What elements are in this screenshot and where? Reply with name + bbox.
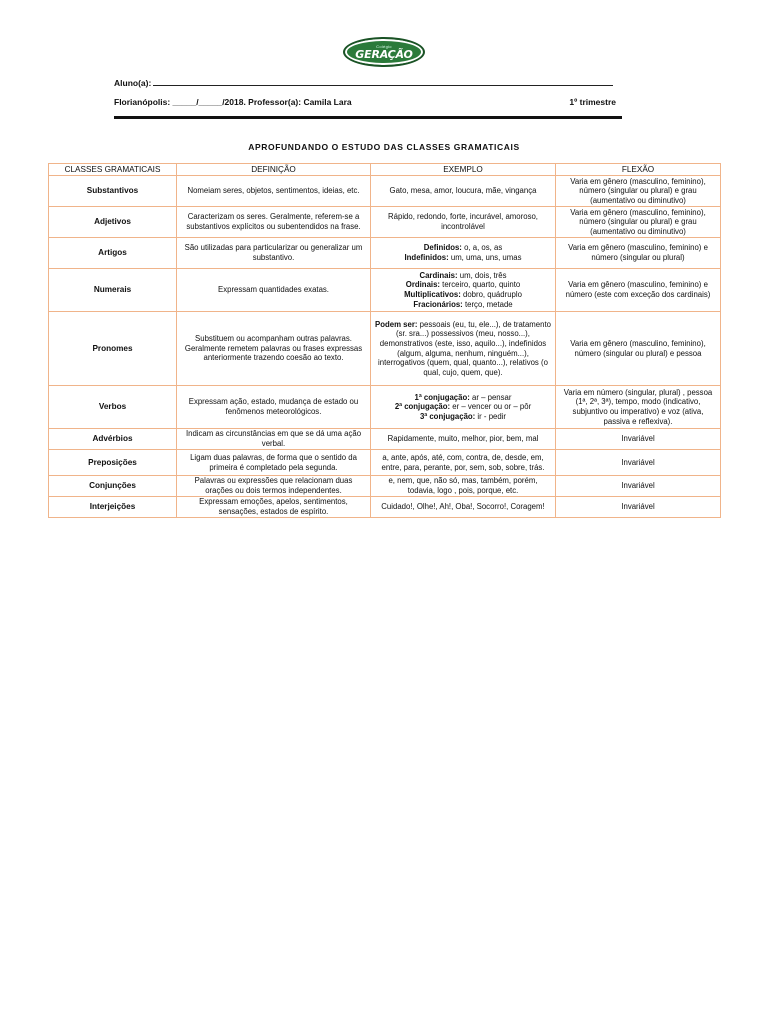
table-row xyxy=(49,429,721,450)
class-name-cell: Artigos xyxy=(49,238,177,269)
example-text: a, ante, após, até, com, contra, de, desde, em, entre, para, perante, por, sem, sob, sobre, trás. xyxy=(381,452,545,472)
example-label: Cardinais: xyxy=(419,270,458,280)
example-text: pessoais (eu, tu, ele...), de tratamento (sr. sra...) possessivos (meu, nosso...), demonstrativos (este, isso, aquilo...), indefinidos (algum, alguma, nenhum, ninguém...), interrogativos (quem, qual, quanto...), relativos (o qual, cujo, quem, que). xyxy=(378,319,551,377)
example-text: terceiro, quarto, quinto xyxy=(440,280,521,290)
inflection-cell: Varia em número (singular, plural) , pessoa (1ª, 2ª, 3ª), tempo, modo (indicativo, subjuntivo ou imperativo) e voz (ativa, passiva e reflexiva). xyxy=(556,386,721,429)
example-label: 2ª conjugação: xyxy=(394,402,451,412)
student-name-blank[interactable] xyxy=(153,77,613,86)
table-row xyxy=(49,269,721,312)
inflection-cell: Invariável xyxy=(556,497,721,518)
table-row xyxy=(49,312,721,386)
definition-cell: Caracterizam os seres. Geralmente, referem-se a substantivos explícitos ou subentendidos na frase. xyxy=(177,207,371,238)
column-header: CLASSES GRAMATICAIS xyxy=(49,164,177,176)
example-label: Definidos: xyxy=(423,243,462,253)
definition-cell: Nomeiam seres, objetos, sentimentos, ideias, etc. xyxy=(177,176,371,207)
table-row xyxy=(49,497,721,518)
inflection-cell: Varia em gênero (masculino, feminino) e número (este com exceção dos cardinais) xyxy=(556,269,721,312)
example-line xyxy=(374,393,552,403)
definition-cell: Indicam as circunstâncias em que se dá uma ação verbal. xyxy=(177,429,371,450)
example-text: um, dois, três xyxy=(457,270,507,280)
trimester-label: 1º trimestre xyxy=(569,97,616,107)
example-line xyxy=(374,243,552,253)
example-cell xyxy=(371,312,556,386)
worksheet-title: APROFUNDANDO O ESTUDO DAS CLASSES GRAMATICAIS xyxy=(248,142,520,152)
inflection-cell: Invariável xyxy=(556,450,721,476)
example-text: um, uma, uns, umas xyxy=(448,253,522,262)
class-name-cell: Substantivos xyxy=(49,176,177,207)
example-line xyxy=(374,412,552,422)
example-text: Rápido, redondo, forte, incurável, amoroso, incontrolável xyxy=(388,212,538,231)
definition-cell: Expressam emoções, apelos, sentimentos, sensações, estados de espírito. xyxy=(177,497,371,518)
definition-cell: Substituem ou acompanham outras palavras. Geralmente remetem palavras ou frases expressas anteriormente trazendo coesão ao texto. xyxy=(177,312,371,386)
inflection-cell: Varia em gênero (masculino, feminino), número (singular ou plural) e grau (aumentativo ou diminutivo) xyxy=(556,176,721,207)
table-row xyxy=(49,476,721,497)
example-label: Ordinais: xyxy=(405,280,441,290)
class-name-cell: Adjetivos xyxy=(49,207,177,238)
table-row xyxy=(49,176,721,207)
example-text: dobro, quádruplo xyxy=(460,290,522,299)
table-header-row xyxy=(49,164,721,176)
definition-cell: Palavras ou expressões que relacionam duas orações ou dois termos independentes. xyxy=(177,476,371,497)
column-header: EXEMPLO xyxy=(371,164,556,176)
example-label: Podem ser: xyxy=(375,319,418,329)
example-cell xyxy=(371,238,556,269)
grammar-classes-table xyxy=(48,163,721,518)
student-label: Aluno(a): xyxy=(114,78,152,88)
example-text: o, a, os, as xyxy=(461,243,503,253)
example-text: ir - pedir xyxy=(475,411,507,421)
example-text: terço, metade xyxy=(462,299,513,309)
class-name-cell: Preposições xyxy=(49,450,177,476)
example-cell xyxy=(371,497,556,518)
example-line xyxy=(374,320,552,378)
column-header: DEFINIÇÃO xyxy=(177,164,371,176)
class-name-cell: Advérbios xyxy=(49,429,177,450)
example-cell xyxy=(371,207,556,238)
definition-cell: São utilizadas para particularizar ou generalizar um substantivo. xyxy=(177,238,371,269)
definition-cell: Ligam duas palavras, de forma que o sentido da primeira é completado pela segunda. xyxy=(177,450,371,476)
example-line xyxy=(374,402,552,412)
example-cell xyxy=(371,386,556,429)
example-cell xyxy=(371,450,556,476)
table-row xyxy=(49,207,721,238)
school-logo xyxy=(343,37,425,67)
class-name-cell: Numerais xyxy=(49,269,177,312)
example-line xyxy=(374,253,552,263)
inflection-cell: Varia em gênero (masculino, feminino) e número (singular ou plural) xyxy=(556,238,721,269)
example-line xyxy=(374,271,552,281)
inflection-cell: Varia em gênero (masculino, feminino), número (singular ou plural) e pessoa xyxy=(556,312,721,386)
logo-name: GERAÇÃO xyxy=(355,47,413,61)
class-name-cell: Interjeições xyxy=(49,497,177,518)
class-name-cell: Conjunções xyxy=(49,476,177,497)
header-divider xyxy=(114,116,622,119)
logo-small-text: Colégio xyxy=(376,43,392,49)
definition-cell: Expressam quantidades exatas. xyxy=(177,269,371,312)
class-name-cell: Verbos xyxy=(49,386,177,429)
example-label: 3ª conjugação: xyxy=(419,411,476,421)
column-header: FLEXÃO xyxy=(556,164,721,176)
example-text: Rapidamente, muito, melhor, pior, bem, mal xyxy=(387,434,539,444)
inflection-cell: Invariável xyxy=(556,429,721,450)
example-cell xyxy=(371,429,556,450)
table-row xyxy=(49,238,721,269)
table-row xyxy=(49,450,721,476)
table-body xyxy=(49,176,721,518)
definition-cell: Expressam ação, estado, mudança de estado ou fenômenos meteorológicos. xyxy=(177,386,371,429)
table-row xyxy=(49,386,721,429)
example-line xyxy=(374,290,552,300)
example-text: Cuidado!, Olhe!, Ah!, Oba!, Socorro!, Coragem! xyxy=(381,502,545,512)
example-label: Fracionários: xyxy=(413,299,463,309)
example-text: e, nem, que, não só, mas, também, porém, todavia, logo , pois, porque, etc. xyxy=(388,476,538,495)
example-label: Indefinidos: xyxy=(404,253,449,262)
inflection-cell: Invariável xyxy=(556,476,721,497)
class-name-cell: Pronomes xyxy=(49,312,177,386)
example-cell xyxy=(371,176,556,207)
example-label: 1ª conjugação: xyxy=(414,392,470,402)
example-label: Multiplicativos: xyxy=(404,290,461,299)
inflection-cell: Varia em gênero (masculino, feminino), número (singular ou plural) e grau (aumentativo ou diminutivo) xyxy=(556,207,721,238)
date-teacher-line: Florianópolis: _____/_____/2018. Professor(a): Camila Lara xyxy=(114,97,352,107)
student-name-line xyxy=(114,77,619,88)
example-line xyxy=(374,280,552,290)
example-text: er – vencer ou or – pôr xyxy=(450,402,532,412)
example-cell xyxy=(371,269,556,312)
example-text: Gato, mesa, amor, loucura, mãe, vingança xyxy=(389,186,537,196)
example-cell xyxy=(371,476,556,497)
example-text: ar – pensar xyxy=(469,392,512,402)
example-line xyxy=(374,300,552,310)
